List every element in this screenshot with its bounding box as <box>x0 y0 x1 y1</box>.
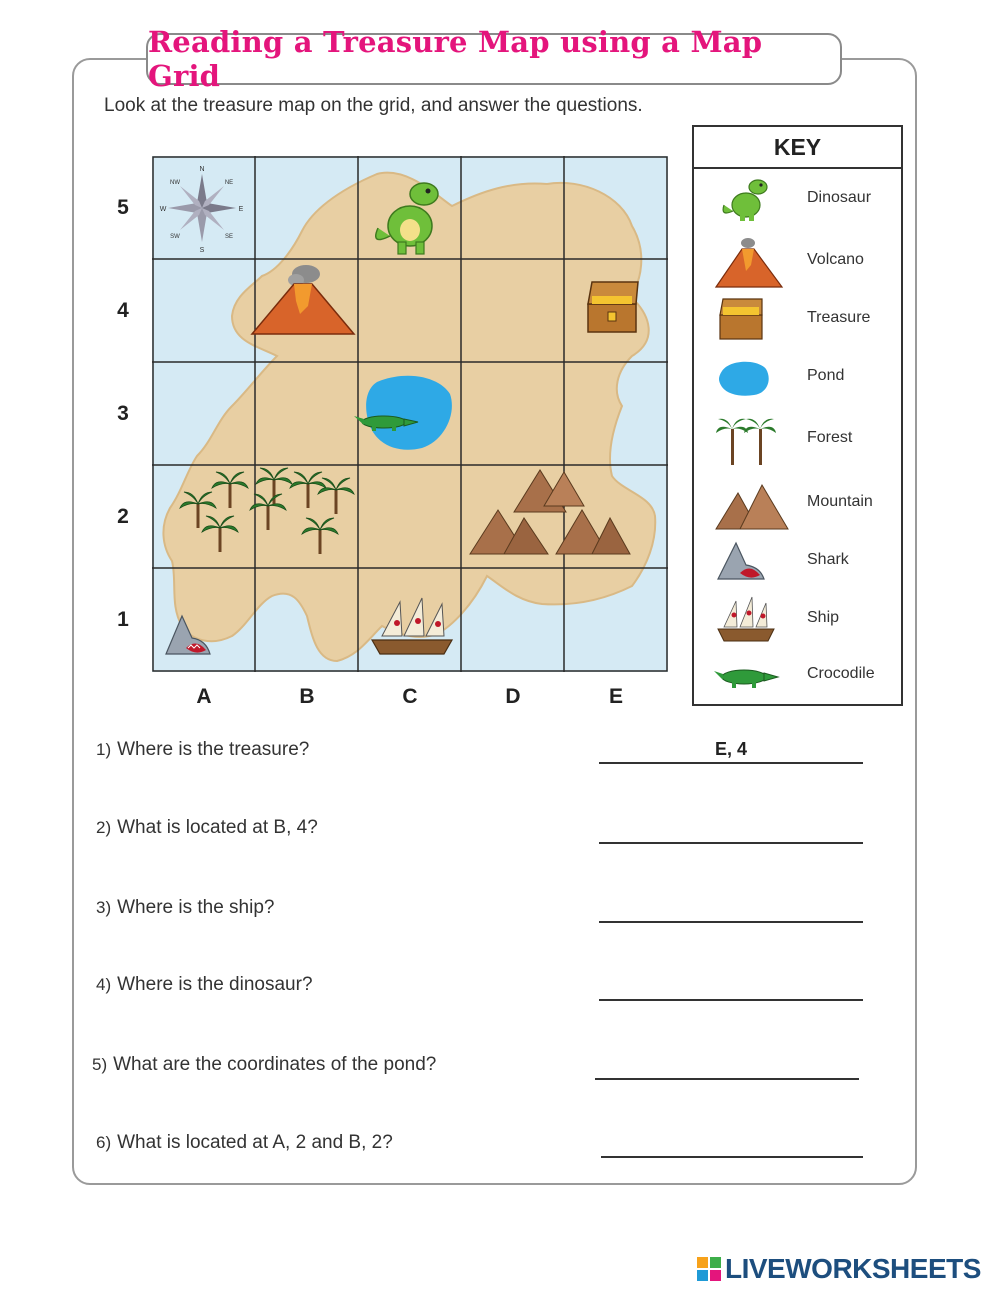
key-item-ship <box>694 593 901 649</box>
key-label-forest: Forest <box>807 429 853 446</box>
volcano-icon <box>714 235 784 291</box>
answer-4-line[interactable] <box>599 999 863 1001</box>
key-label-shark: Shark <box>807 551 849 568</box>
crocodile-icon <box>714 649 784 705</box>
question-6: 6) What is located at A, 2 and B, 2? <box>96 1132 393 1153</box>
col-label-a: A <box>196 685 212 708</box>
col-label-e: E <box>608 685 623 708</box>
question-3: 3) Where is the ship? <box>96 897 275 918</box>
key-item-volcano <box>694 235 901 291</box>
key-item-forest <box>694 413 901 469</box>
question-4: 4) Where is the dinosaur? <box>96 974 313 995</box>
liveworksheets-logo-icon <box>697 1257 721 1281</box>
answer-1-text[interactable]: E, 4 <box>714 739 748 759</box>
title-banner <box>146 25 842 93</box>
key-label-dinosaur: Dinosaur <box>807 189 872 206</box>
brand-name: LIVEWORKSHEETS <box>725 1253 981 1284</box>
map-key <box>692 125 903 706</box>
ship-icon <box>714 593 784 649</box>
compass-sw: SW <box>170 234 180 240</box>
key-item-dinosaur <box>694 173 901 229</box>
row-label-2: 2 <box>117 505 129 528</box>
col-label-b: B <box>299 685 315 708</box>
compass-se: SE <box>224 234 234 240</box>
key-label-pond: Pond <box>807 367 845 384</box>
key-label-ship: Ship <box>807 609 840 626</box>
answer-5-line[interactable] <box>595 1078 859 1080</box>
answer-2-line[interactable] <box>599 842 863 844</box>
liveworksheets-brand <box>697 1253 981 1285</box>
answer-1-line[interactable] <box>599 762 863 764</box>
key-item-pond <box>694 351 901 407</box>
key-label-mountain: Mountain <box>807 493 873 510</box>
col-label-c: C <box>402 685 418 708</box>
key-item-crocodile <box>694 649 901 705</box>
treasure-map <box>152 156 668 672</box>
row-label-4: 4 <box>117 299 129 322</box>
key-label-treasure: Treasure <box>807 309 871 326</box>
compass-w: W <box>159 206 167 213</box>
treasure-icon <box>714 293 784 349</box>
question-2: 2) What is located at B, 4? <box>96 817 318 838</box>
answer-6-line[interactable] <box>601 1156 863 1158</box>
compass-e: E <box>238 206 244 213</box>
page-title: Reading a Treasure Map using a Map Grid <box>148 25 763 93</box>
question-1: 1) Where is the treasure? <box>96 739 310 760</box>
row-label-1: 1 <box>117 608 129 631</box>
mountain-icon <box>714 477 794 533</box>
shark-icon <box>714 535 784 591</box>
key-item-treasure <box>694 293 901 349</box>
key-item-mountain <box>694 477 901 533</box>
key-title: KEY <box>694 127 901 169</box>
row-label-5: 5 <box>117 196 129 219</box>
compass-ne: NE <box>224 180 234 186</box>
dinosaur-icon <box>714 173 784 229</box>
compass-n: N <box>199 166 205 173</box>
instructions: Look at the treasure map on the grid, and answer the questions. <box>104 95 643 116</box>
answer-3-line[interactable] <box>599 921 863 923</box>
compass-s: S <box>199 247 205 254</box>
key-label-volcano: Volcano <box>807 251 864 268</box>
key-label-crocodile: Crocodile <box>807 665 875 682</box>
forest-icon <box>714 413 784 469</box>
pond-icon <box>714 351 784 407</box>
treasure-chest-icon <box>588 282 638 332</box>
col-label-d: D <box>505 685 521 708</box>
question-5: 5) What are the coordinates of the pond? <box>92 1054 437 1075</box>
key-item-shark <box>694 535 901 591</box>
row-label-3: 3 <box>117 402 129 425</box>
compass-nw: NW <box>170 180 180 186</box>
